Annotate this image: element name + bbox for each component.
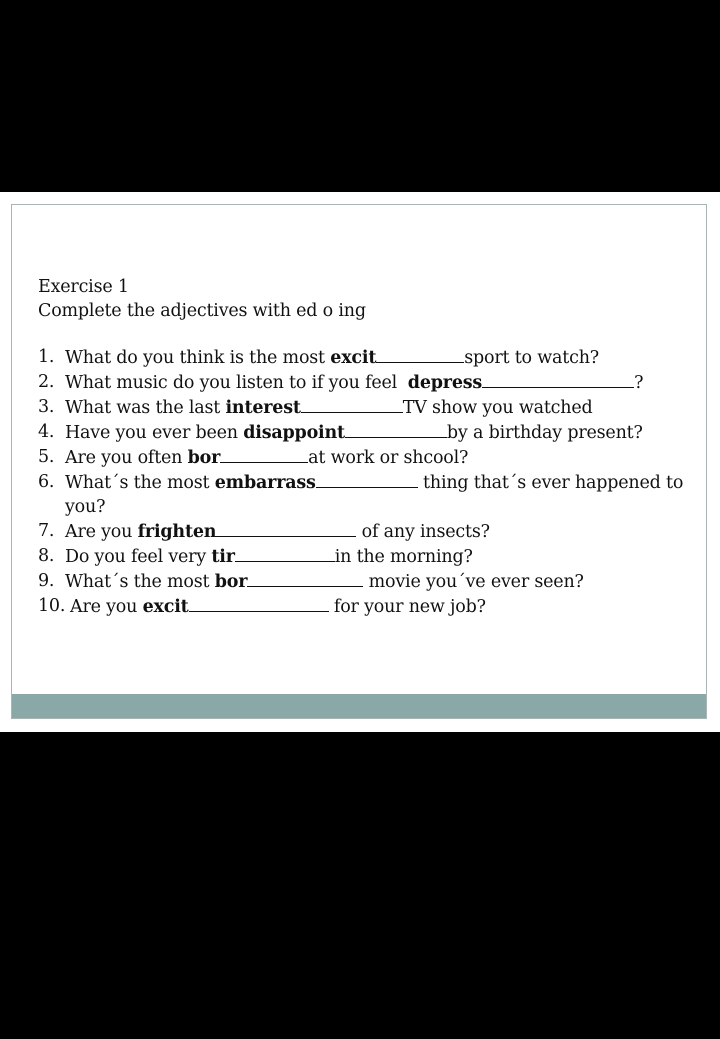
answer-blank[interactable] bbox=[482, 370, 634, 388]
question-9 bbox=[38, 569, 702, 594]
adjective-stem: depress bbox=[407, 373, 483, 393]
question-number: 3. bbox=[38, 397, 55, 417]
question-text: Have you ever been bbox=[65, 423, 244, 443]
question-list bbox=[38, 345, 702, 619]
question-3 bbox=[38, 395, 702, 420]
question-10 bbox=[38, 594, 702, 619]
question-text-end: for your new job? bbox=[328, 597, 486, 617]
question-number: 5. bbox=[38, 447, 55, 467]
question-text: What´s the most bbox=[65, 572, 215, 592]
question-number: 6. bbox=[38, 472, 55, 492]
question-2 bbox=[38, 370, 702, 395]
question-text: Are you bbox=[65, 522, 138, 542]
question-number: 9. bbox=[38, 571, 55, 591]
adjective-stem: disappoint bbox=[243, 423, 345, 443]
slide-footer-band bbox=[12, 694, 706, 718]
adjective-stem: embarrass bbox=[214, 473, 316, 493]
question-text-end: TV show you watched bbox=[402, 398, 593, 418]
question-text: What do you think is the most bbox=[65, 348, 331, 368]
question-number: 7. bbox=[38, 521, 55, 541]
question-1 bbox=[38, 345, 702, 370]
question-text-end: movie you´ve ever seen? bbox=[363, 572, 584, 592]
question-text-end: sport to watch? bbox=[464, 348, 599, 368]
question-number: 2. bbox=[38, 372, 55, 392]
adjective-stem: frighten bbox=[137, 522, 217, 542]
question-text: What music do you listen to if you feel bbox=[65, 373, 408, 393]
question-text-end: by a birthday present? bbox=[446, 423, 643, 443]
question-7 bbox=[38, 519, 702, 544]
exercise-heading bbox=[38, 275, 366, 323]
answer-blank[interactable] bbox=[345, 420, 447, 438]
question-number: 1. bbox=[38, 347, 55, 367]
question-6 bbox=[38, 470, 702, 519]
adjective-stem: tir bbox=[211, 547, 235, 567]
adjective-stem: excit bbox=[142, 597, 189, 617]
answer-blank[interactable] bbox=[235, 544, 335, 562]
question-text: Do you feel very bbox=[65, 547, 212, 567]
question-text-end: ? bbox=[634, 373, 644, 393]
question-5 bbox=[38, 445, 702, 470]
answer-blank[interactable] bbox=[376, 345, 464, 363]
question-text-end: of any insects? bbox=[356, 522, 490, 542]
question-4 bbox=[38, 420, 702, 445]
adjective-stem: excit bbox=[330, 348, 377, 368]
adjective-stem: interest bbox=[225, 398, 301, 418]
adjective-stem: bor bbox=[214, 572, 248, 592]
answer-blank[interactable] bbox=[301, 395, 403, 413]
question-text: Are you bbox=[70, 597, 143, 617]
answer-blank[interactable] bbox=[316, 470, 418, 488]
question-number: 8. bbox=[38, 546, 55, 566]
document-page bbox=[0, 192, 720, 732]
question-text: Are you often bbox=[65, 448, 188, 468]
answer-blank[interactable] bbox=[247, 569, 363, 587]
question-number: 4. bbox=[38, 422, 55, 442]
question-8 bbox=[38, 544, 702, 569]
exercise-instruction: Complete the adjectives with ed o ing bbox=[38, 301, 366, 321]
exercise-title: Exercise 1 bbox=[38, 277, 129, 297]
adjective-stem: bor bbox=[187, 448, 221, 468]
question-text-end: thing that´s ever happened to you? bbox=[65, 473, 684, 517]
question-text: What´s the most bbox=[65, 473, 215, 493]
answer-blank[interactable] bbox=[189, 594, 329, 612]
question-text-end: at work or shcool? bbox=[308, 448, 469, 468]
question-text: What was the last bbox=[65, 398, 226, 418]
slide bbox=[11, 204, 707, 719]
question-text-end: in the morning? bbox=[334, 547, 473, 567]
answer-blank[interactable] bbox=[220, 445, 308, 463]
answer-blank[interactable] bbox=[216, 519, 356, 537]
question-number: 10. bbox=[38, 596, 66, 616]
